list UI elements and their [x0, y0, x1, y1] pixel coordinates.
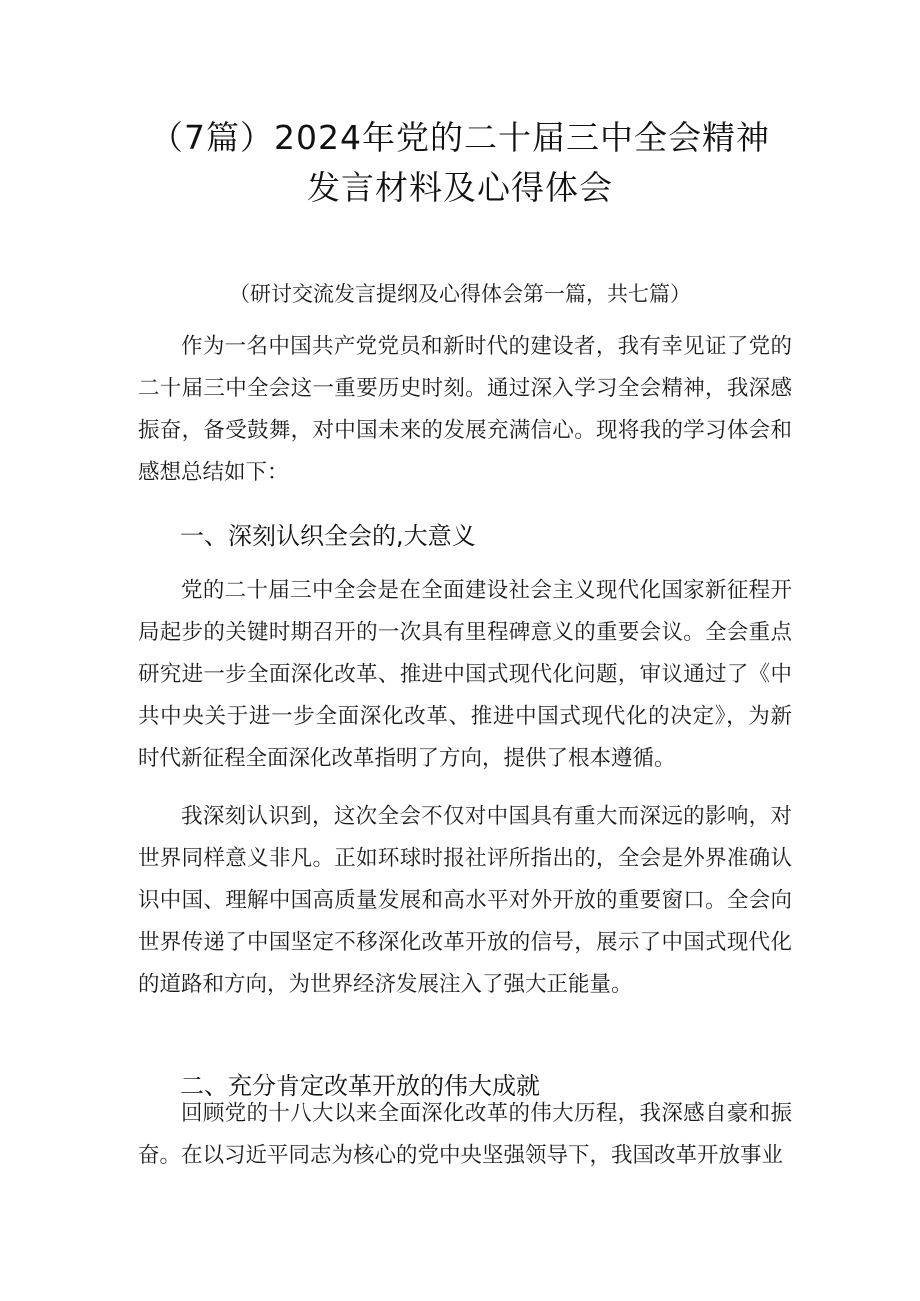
paragraph-section1-b: 我深刻认识到，这次全会不仅对中国具有重大而深远的影响，对世界同样意义非凡。正如环球时报社评所指出的，全会是外界准确认识中国、理解中国高质量发展和高水平对外开放的重要窗口。全会向世界传递了中国坚定不移深化改革开放的信号，展示了中国式现代化的道路和方向，为世界经济发展注入了强大正能量。: [138, 804, 792, 997]
document-title-line1: （7篇）2024年党的二十届三中全会精神: [150, 118, 770, 157]
section-heading-1: 一、深刻认织全会的,大意义: [180, 522, 476, 550]
document-title-line2: 发言材料及心得体会: [307, 168, 613, 207]
paragraph-section2-a: 回顾党的十八大以来全面深化改革的伟大历程，我深感自豪和振奋。在以习近平同志为核心的党中央坚强领导下，我国改革开放事业: [138, 1101, 792, 1168]
paragraph-intro: 作为一名中国共产党党员和新时代的建设者，我有幸见证了党的二十届三中全会这一重要历史时刻。通过深入学习全会精神，我深感振奋，备受鼓舞，对中国未来的发展充满信心。现将我的学习体会和感想总结如下：: [138, 334, 792, 485]
section-heading-2: 二、充分肯定改革开放的伟大成就: [180, 1072, 540, 1100]
paragraph-section1-a: 党的二十届三中全会是在全面建设社会主义现代化国家新征程开局起步的关键时期召开的一次具有里程碑意义的重要会议。全会重点研究进一步全面深化改革、推进中国式现代化问题，审议通过了《中共中央关于进一步全面深化改革、推进中国式现代化的决定》，为新时代新征程全面深化改革指明了方向，提供了根本遵循。: [138, 578, 792, 771]
document-subtitle: （研讨交流发言提纲及心得体会第一篇，共七篇）: [229, 282, 691, 306]
